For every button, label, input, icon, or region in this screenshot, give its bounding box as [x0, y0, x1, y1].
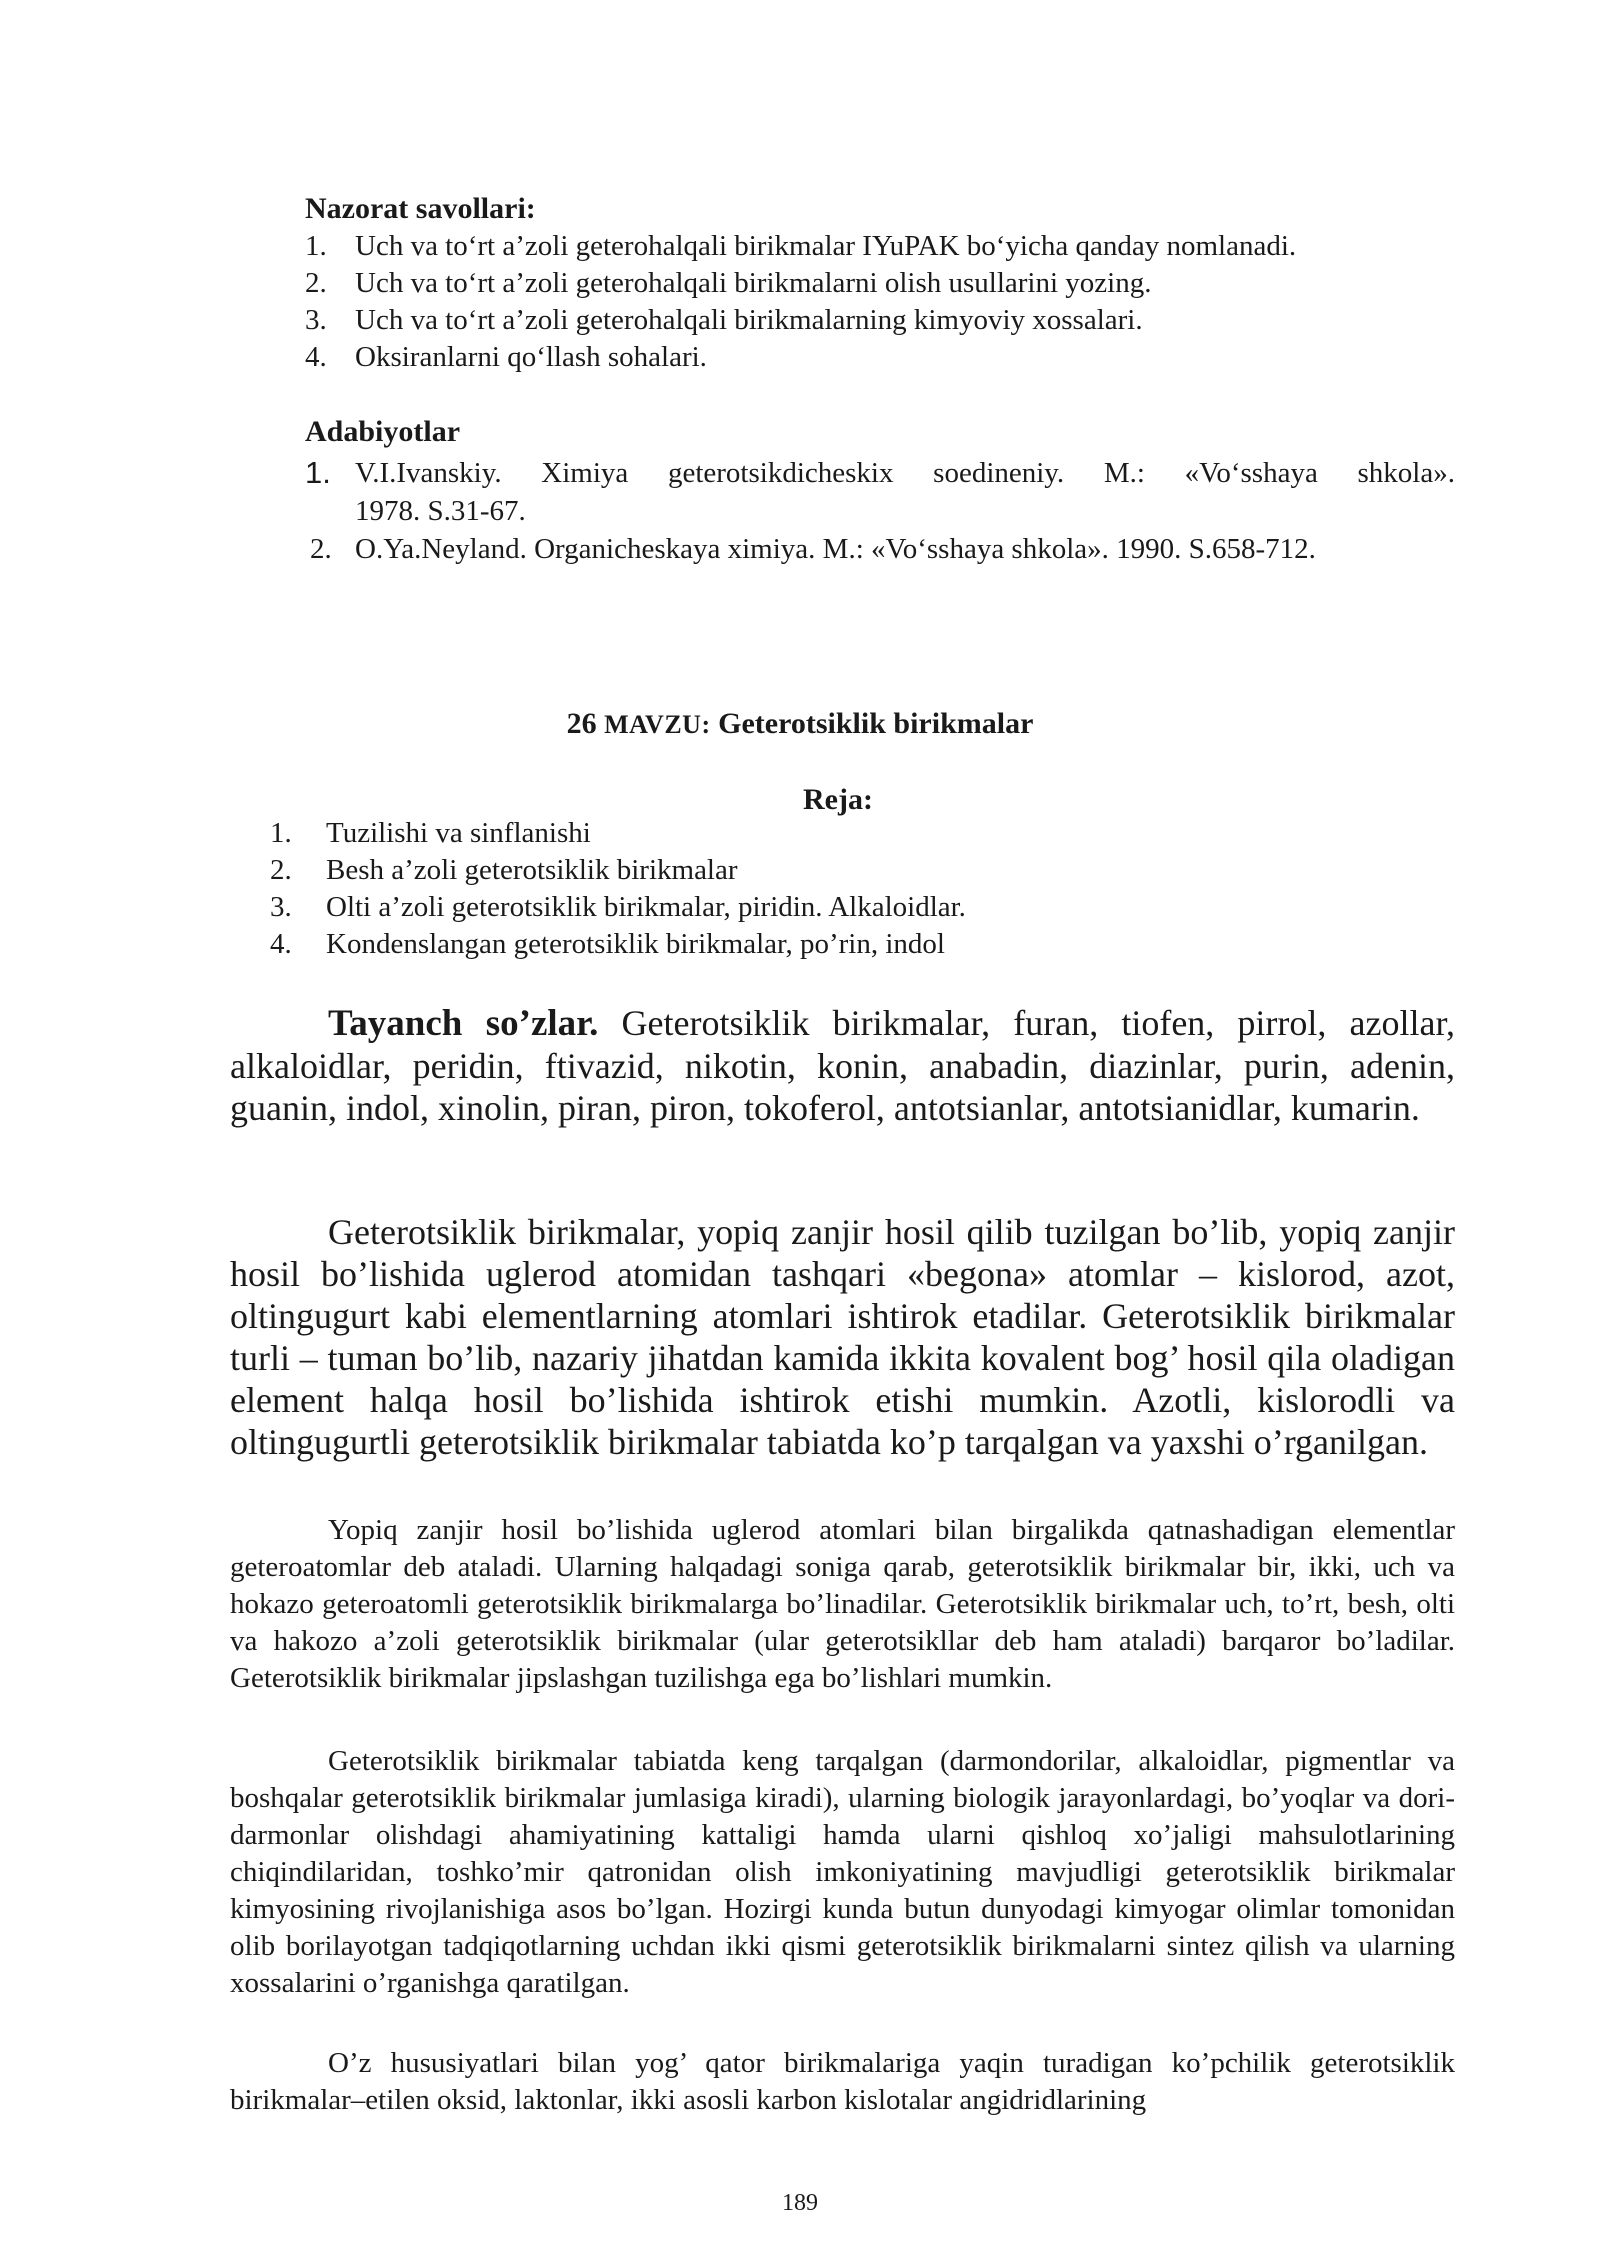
topic-number: 26 — [566, 707, 597, 740]
body-paragraph — [230, 1512, 1455, 1697]
list-text: Oksiranlarni qo‘llash sohalari. — [355, 341, 707, 373]
list-text: 1978. S.31-67. — [355, 495, 526, 527]
keywords-lead: Tayanch so’zlar. — [328, 1003, 599, 1044]
body-paragraph — [230, 1743, 1455, 2002]
list-item — [305, 530, 1455, 568]
list-item — [270, 889, 1170, 926]
keywords-paragraph — [230, 1002, 1455, 1129]
list-item — [270, 926, 1170, 963]
list-number: 1. — [305, 455, 331, 490]
list-number: 4. — [305, 341, 327, 373]
list-text: Tuzilishi va sinflanishi — [326, 817, 591, 849]
literature-heading: Adabiyotlar — [305, 415, 461, 448]
plan-heading: Reja: — [803, 783, 873, 816]
review-questions — [305, 190, 1445, 376]
list-text: Besh a’zoli geterotsiklik birikmalar — [326, 854, 738, 886]
list-text: Kondenslangan geterotsiklik birikmalar, po’rin, indol — [326, 928, 945, 960]
list-item — [305, 228, 1445, 265]
list-text: Uch va to‘rt a’zoli geterohalqali birikmalarni olish usullarini yozing. — [355, 267, 1152, 299]
list-number: 4. — [270, 928, 292, 960]
topic-name: Geterotsiklik birikmalar — [718, 707, 1034, 740]
list-item — [305, 302, 1445, 339]
list-number: 1. — [270, 817, 292, 849]
paragraph-text: Geterotsiklik birikmalar tabiatda keng tarqalgan (darmondorilar, alkaloidlar, pigmentlar va boshqalar geterotsiklik birikmalar jumlasiga kiradi), ularning biologik jarayonlardagi, bo’yoqlar va dori-darmonlar olishdagi ahamiyatining kattaligi hamda ularni qishloq xo’jaligi mahsulotlarining chiqindilaridan, toshko’mir qatronidan olish imkoniyatining mavjudligi geterotsiklik birikmalar kimyosining rivojlanishiga asos bo’lgan. Hozirgi kunda butun dunyodagi kimyogar olimlar tomonidan olib borilayotgan tadqiqotlarning uchdan ikki qismi geterotsiklik birikmalarni sintez qilish va ularning xossalarini o’rganishga qaratilgan. — [230, 1745, 1455, 1999]
plan-list — [270, 815, 1170, 963]
intro-text: Geterotsiklik birikmalar, yopiq zanjir hosil qilib tuzilgan bo’lib, yopiq zanjir hosil bo’lishida uglerod atomidan tashqari «begona» atomlar – kislorod, azot, oltingugurt kabi elementlarning atomlari ishtirok etadilar. Geterotsiklik birikmalar turli – tuman bo’lib, nazariy jihatdan kamida ikkita kovalent bog’ hosil qila oladigan element halqa hosil bo’lishida ishtirok etishi mumkin. Azotli, kislorodli va oltingugurtli geterotsiklik birikmalar tabiatda ko’p tarqalgan va yaxshi o’rganilgan. — [230, 1212, 1455, 1462]
list-number: 3. — [305, 304, 327, 336]
review-heading: Nazorat savollari: — [305, 192, 536, 225]
list-number: 1. — [305, 230, 327, 262]
list-text: V.I.Ivanskiy. Ximiya geterotsikdicheskix soedineniy. M.: «Vo‘sshaya shkola». — [355, 457, 1455, 489]
list-text: Uch va to‘rt a’zoli geterohalqali birikmalar IYuPAK bo‘yicha qanday nomlanadi. — [355, 230, 1297, 262]
topic-title — [0, 704, 1600, 745]
list-number: 2. — [270, 854, 292, 886]
list-text: Uch va to‘rt a’zoli geterohalqali birikmalarning kimyoviy xossalari. — [355, 304, 1143, 336]
keywords-text: Geterotsiklik birikmalar, furan, tiofen, pirrol, azollar, alkaloidlar, peridin, ftivazid, nikotin, konin, anabadin, diazinlar, purin, adenin, guanin, indol, xinolin, piran, piron, tokoferol, antotsianlar, antotsianidlar, kumarin. — [230, 1003, 1456, 1128]
list-item — [270, 852, 1170, 889]
list-item — [305, 454, 1455, 492]
intro-paragraph — [230, 1211, 1455, 1463]
list-number: 2. — [305, 267, 327, 299]
page-number: 189 — [782, 2190, 818, 2216]
list-number: 2. — [310, 533, 332, 565]
review-list — [305, 228, 1445, 376]
literature-section — [305, 412, 1455, 568]
list-number: 3. — [270, 891, 292, 923]
list-text: Olti a’zoli geterotsiklik birikmalar, piridin. Alkaloidlar. — [326, 891, 966, 923]
list-item-continuation — [305, 492, 1455, 530]
list-item — [305, 339, 1445, 376]
list-item — [305, 265, 1445, 302]
topic-label: MAVZU: — [604, 710, 711, 739]
list-item — [270, 815, 1170, 852]
list-text: O.Ya.Neyland. Organicheskaya ximiya. M.: «Vo‘sshaya shkola». 1990. S.658-712. — [355, 533, 1316, 565]
paragraph-text: Yopiq zanjir hosil bo’lishida uglerod atomlari bilan birgalikda qatnashadigan elementlar geteroatomlar deb ataladi. Ularning halqadagi soniga qarab, geterotsiklik birikmalar bir, ikki, uch va hokazo geteroatomli geterotsiklik birikmalarga bo’linadilar. Geterotsiklik birikmalar uch, to’rt, besh, olti va hakozo a’zoli geterotsiklik birikmalar (ular geterotsikllar deb ham ataladi) barqaror bo’ladilar. Geterotsiklik birikmalar jipslashgan tuzilishga ega bo’lishlari mumkin. — [230, 1514, 1455, 1694]
paragraph-text: O’z hususiyatlari bilan yog’ qator birikmalariga yaqin turadigan ko’pchilik geterotsiklik birikmalar–etilen oksid, laktonlar, ikki asosli karbon kislotalar angidridlarining — [230, 2047, 1455, 2116]
body-paragraph — [230, 2045, 1455, 2119]
